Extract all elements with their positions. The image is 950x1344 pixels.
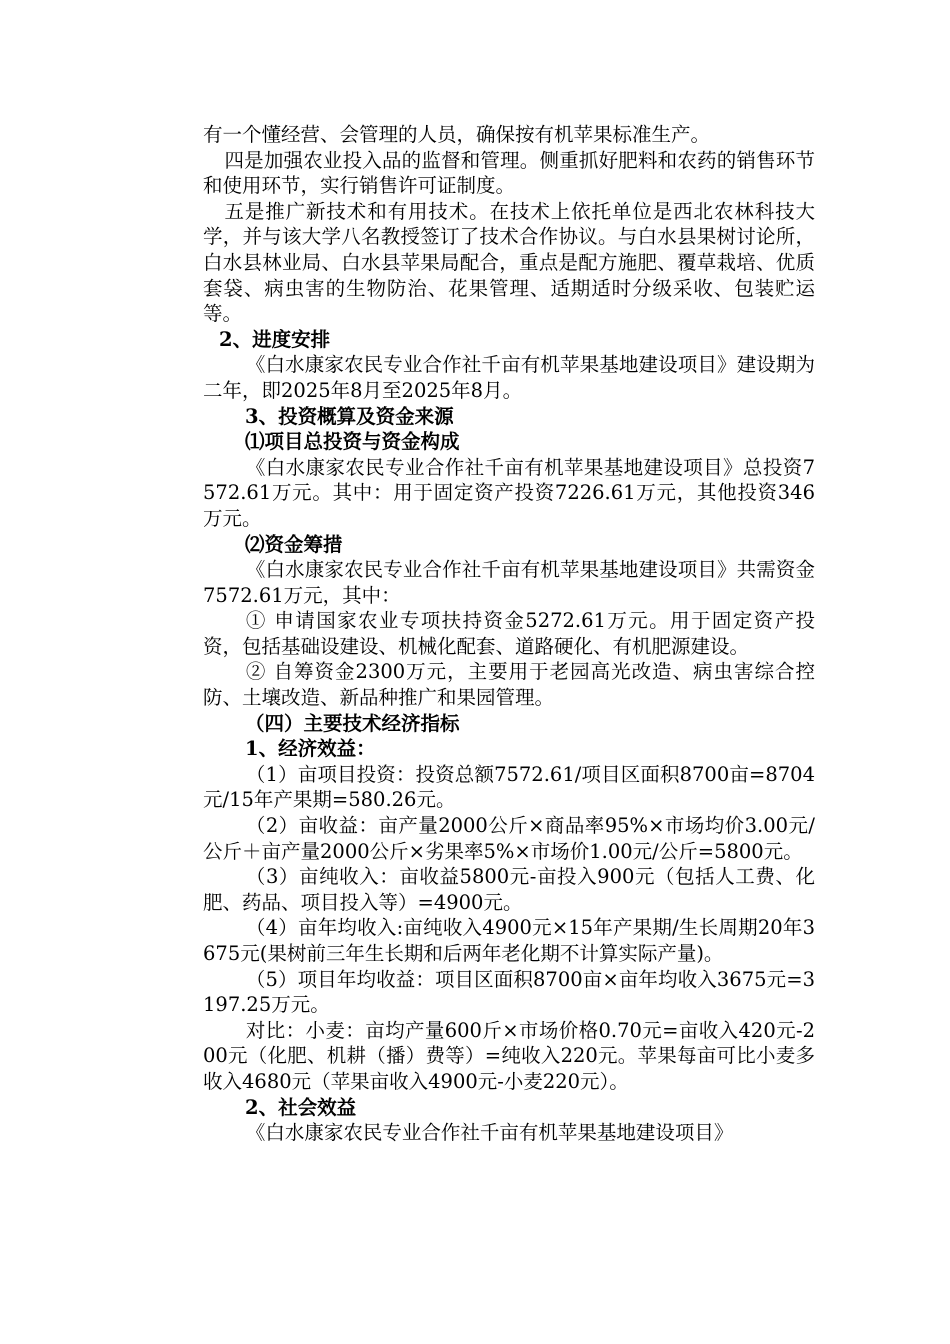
- heading-indicators: （四）主要技术经济指标: [245, 711, 460, 735]
- heading-total-investment: ⑴项目总投资与资金构成: [245, 430, 460, 454]
- paragraph-schedule: 《白水康家农民专业合作社千亩有机苹果基地建设项目》建设期为二年，即2025年8月至2025年8月。: [203, 353, 815, 402]
- paragraph-self-fund: ② 自筹资金2300万元，主要用于老园高光改造、病虫害综合控防、土壤改造、新品种推广和果园管理。: [203, 660, 815, 710]
- paragraph-social: 《白水康家农民专业合作社千亩有机苹果基地建设项目》: [245, 1121, 734, 1145]
- paragraph-state-fund: ① 申请国家农业专项扶持资金5272.61万元。用于固定资产投资，包括基础设建设、机械化配套、道路硬化、有机肥源建设。: [203, 609, 815, 658]
- paragraph-fund-raising: 《白水康家农民专业合作社千亩有机苹果基地建设项目》共需资金7572.61万元，其中：: [203, 558, 815, 607]
- heading-fund-raising: ⑵资金筹措: [245, 532, 343, 556]
- paragraph-econ-4: （4）亩年均收入:亩纯收入4900元×15年产果期/生长周期20年3675元(果树前三年生长期和后两年老化期不计算实际产量)。: [203, 916, 815, 965]
- heading-schedule: 2、进度安排: [219, 327, 331, 351]
- paragraph-econ-5: （5）项目年均收益：项目区面积8700亩×亩年均收入3675元=3197.25万元。: [203, 967, 815, 1017]
- paragraph-supervision: 四是加强农业投入品的监督和管理。侧重抓好肥料和农药的销售环节和使用环节，实行销售许可证制度。: [203, 148, 815, 198]
- paragraph-management: 有一个懂经营、会管理的人员，确保按有机苹果标准生产。: [203, 123, 711, 146]
- heading-investment: 3、投资概算及资金来源: [245, 404, 454, 428]
- heading-social-benefit: 2、社会效益: [245, 1095, 357, 1119]
- paragraph-comparison: 对比：小麦：亩均产量600斤×市场价格0.70元=亩收入420元-200元（化肥、机耕（播）费等）=纯收入220元。苹果每亩可比小麦多收入4680元（苹果亩收入4900元-小麦220元）。: [203, 1018, 815, 1093]
- paragraph-econ-3: （3）亩纯收入：亩收益5800元-亩投入900元（包括人工费、化肥、药品、项目投入等）=4900元。: [203, 865, 815, 914]
- paragraph-econ-1: （1）亩项目投资：投资总额7572.61/项目区面积8700亩=8704元/15年产果期=580.26元。: [203, 762, 815, 812]
- paragraph-technology: 五是推广新技术和有用技术。在技术上依托单位是西北农林科技大学，并与该大学八名教授签订了技术合作协议。与白水县果树讨论所，白水县林业局、白水县苹果局配合，重点是配方施肥、覆草栽培、优质套袋、病虫害的生物防治、花果管理、适期适时分级采收、包装贮运等。: [203, 199, 815, 326]
- paragraph-econ-2: （2）亩收益：亩产量2000公斤×商品率95%×市场均价3.00元/公斤＋亩产量2000公斤×劣果率5%×市场价1.00元/公斤=5800元。: [203, 814, 815, 863]
- document-page: [203, 122, 815, 1146]
- heading-economic-benefit: 1、经济效益：: [245, 737, 376, 761]
- paragraph-total-investment: 《白水康家农民专业合作社千亩有机苹果基地建设项目》总投资7572.61万元。其中：用于固定资产投资7226.61万元，其他投资346万元。: [203, 455, 815, 530]
